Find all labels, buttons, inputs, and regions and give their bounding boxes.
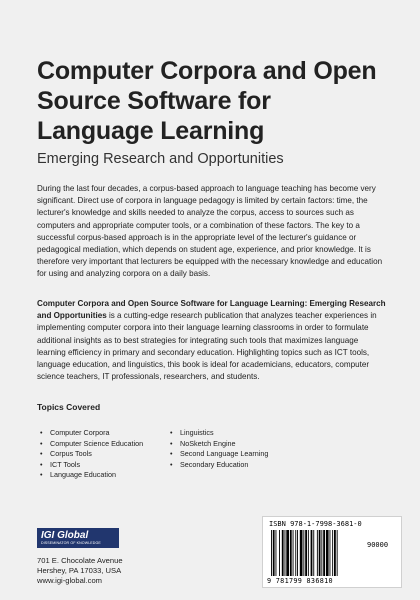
bullet-icon: • xyxy=(40,438,43,448)
bullet-icon: • xyxy=(40,470,43,480)
topic-item: • Second Language Learning xyxy=(170,449,269,459)
bullet-icon: • xyxy=(40,459,43,469)
topic-item: • Computer Science Education xyxy=(40,438,144,448)
topic-item: • NoSketch Engine xyxy=(170,438,236,448)
book-subtitle: Emerging Research and Opportunities xyxy=(37,151,284,167)
price-code: 90000 xyxy=(367,541,389,549)
bullet-icon: • xyxy=(170,449,173,459)
publisher-address xyxy=(37,556,123,587)
address-line-1: 701 E. Chocolate Avenue xyxy=(37,556,123,565)
bullet-icon: • xyxy=(170,438,173,448)
book-title: Computer Corpora and Open Source Software for Language Learning xyxy=(37,57,377,145)
topic-item: • Corpus Tools xyxy=(40,449,92,459)
logo-tagline: DISSEMINATOR OF KNOWLEDGE xyxy=(41,541,101,545)
topics-list-left xyxy=(40,428,143,481)
topic-item: • Secondary Education xyxy=(170,459,249,469)
website-link[interactable]: www.igi-global.com xyxy=(37,576,102,586)
summary-body: is a cutting-edge research publication that analyzes teacher experiences in implementing computer corpora into their language learning classrooms in order to formulate additional insights as to best strategies for integrating such tools that maximizes language learning efficiency in primary and secondary education. Highlighting topics such as ICT tools, language education, and linguistics, this book is ideal for academicians, educators, computer science teachers, IT professionals, researchers, and students. xyxy=(37,311,377,382)
logo-wordmark: IGI Global xyxy=(41,530,89,541)
topic-item: • Computer Corpora xyxy=(40,428,110,437)
bullet-icon: • xyxy=(170,428,173,437)
barcode-icon xyxy=(269,530,363,578)
isbn-label: ISBN 978-1-7998-3681-0 xyxy=(269,520,362,528)
bullet-icon: • xyxy=(170,459,173,469)
topics-list-right xyxy=(170,428,268,470)
publisher-logo xyxy=(37,528,119,548)
isbn-barcode xyxy=(262,516,402,588)
summary-paragraph xyxy=(37,298,389,383)
barcode-digits: 9 781799 836810 xyxy=(267,577,333,585)
topic-item: • ICT Tools xyxy=(40,459,81,469)
summary-lead-title: Computer Corpora and Open Source Software for Language Learning: Emerging Research and Opportunities xyxy=(37,299,386,321)
address-line-2: Hershey, PA 17033, USA xyxy=(37,566,122,576)
topic-item: • Linguistics xyxy=(170,428,214,437)
topics-heading: Topics Covered xyxy=(37,402,101,412)
description-paragraph: During the last four decades, a corpus-based approach to language teaching has become very significant. Direct use of corpora in language pedagogy is limited by certain factors: time, the lecturer's knowledge and skills needed to analyze the corpus, access to sources such as computers and appropriate computer tools, or a combination of these factors. The key to a successful corpus-based approach is in the appropriate level of the lecturer's guidance or pedagogical mediation, which depends on student age, experience, and prior knowledge. It is therefore very important that lecturers be equipped with the necessary knowledge and education for using and analyzing corpora on a daily basis. xyxy=(37,184,383,279)
bullet-icon: • xyxy=(40,428,43,437)
topic-item: • Language Education xyxy=(40,470,116,480)
bullet-icon: • xyxy=(40,449,43,459)
